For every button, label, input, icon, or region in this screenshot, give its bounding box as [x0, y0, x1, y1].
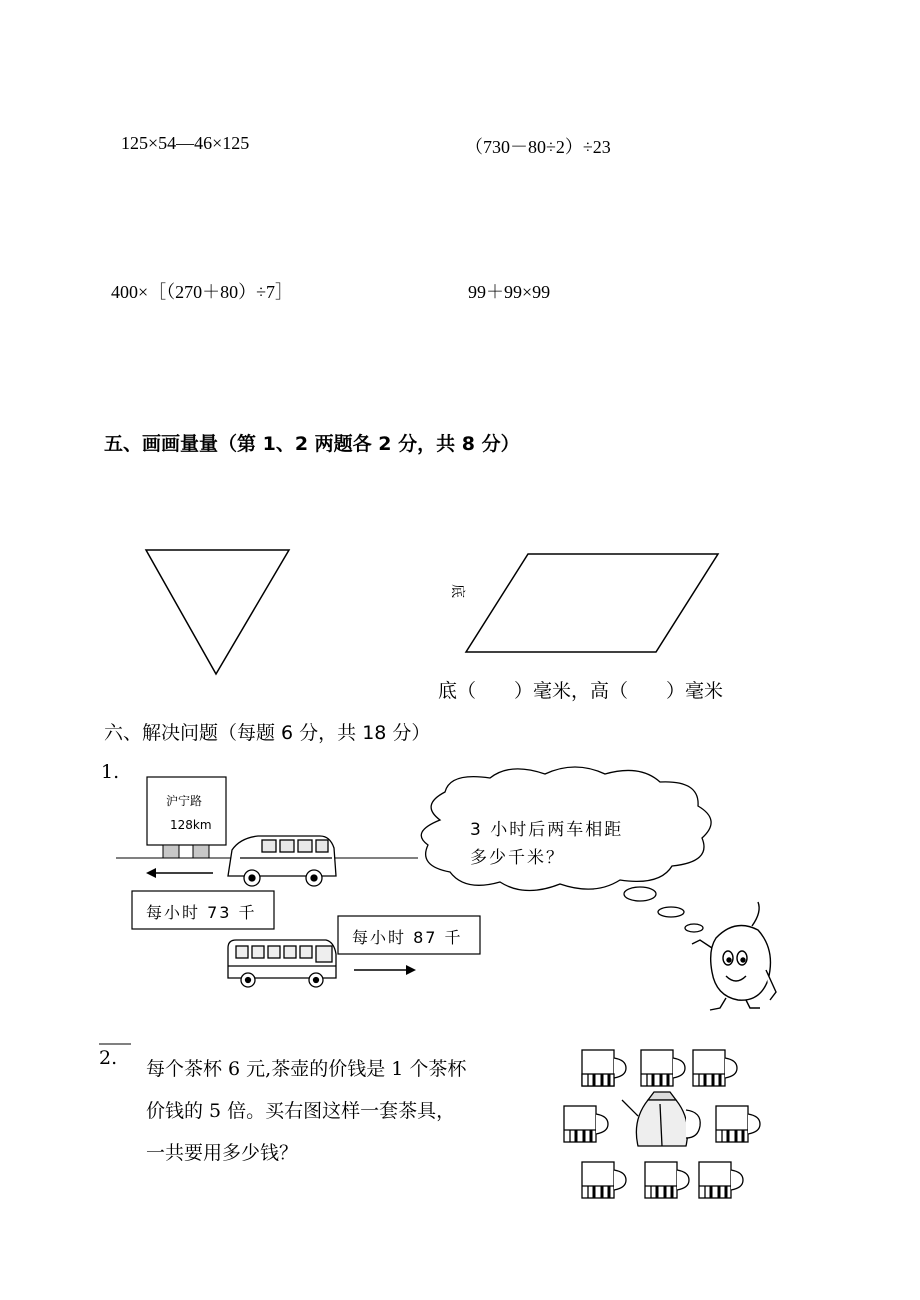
- teacup-icon: [699, 1162, 743, 1198]
- parallelogram-figure: [466, 554, 718, 652]
- thought-text-line-2: 多少千米？: [470, 848, 565, 868]
- thought-text-line-1: 3 小时后两车相距: [470, 820, 624, 840]
- road-sign-name: 沪宁路: [166, 794, 203, 808]
- measurement-answer-line: 底（ ）毫米，高（ ）毫米: [438, 680, 724, 702]
- expression-2: （730－80÷2）÷23: [465, 137, 611, 157]
- teapot-icon: [622, 1092, 700, 1146]
- teacup-icon: [716, 1106, 760, 1142]
- speed-right-label: 每小时 87 千: [352, 928, 463, 947]
- base-mark-label: 底: [449, 584, 465, 598]
- sign-post-left: [163, 845, 179, 858]
- sign-post-right: [193, 845, 209, 858]
- teacup-icon: [641, 1050, 685, 1086]
- triangle-figure: [146, 550, 289, 674]
- expression-1: 125×54—46×125: [121, 133, 250, 153]
- q2-text-line-1: 每个茶杯 6 元,茶壶的价钱是 1 个茶杯: [146, 1058, 467, 1080]
- teacup-icon: [582, 1162, 626, 1198]
- speed-left-label: 每小时 73 千: [146, 903, 257, 922]
- teacup-icon: [582, 1050, 626, 1086]
- teacup-icon: [645, 1162, 689, 1198]
- section-6-heading: 六、解决问题（每题 6 分，共 18 分）: [104, 722, 431, 744]
- bus-icon: [228, 940, 336, 987]
- q2-text-line-3: 一共要用多少钱？: [146, 1142, 299, 1164]
- q1-number: 1.: [101, 761, 120, 783]
- expression-4: 99＋99×99: [468, 282, 551, 302]
- road-sign-distance: 128km: [170, 818, 212, 832]
- teacup-icon: [693, 1050, 737, 1086]
- van-icon: [228, 836, 336, 886]
- teacup-icon: [564, 1106, 608, 1142]
- q2-number: 2.: [99, 1047, 118, 1069]
- q2-text-line-2: 价钱的 5 倍。买右图这样一套茶具，: [146, 1100, 456, 1122]
- thought-cloud: [421, 767, 711, 932]
- road-sign: [147, 777, 226, 845]
- cartoon-character-icon: [692, 902, 776, 1010]
- section-5-heading: 五、画画量量（第 1、2 两题各 2 分，共 8 分）: [104, 433, 520, 455]
- tea-set-figure: [564, 1050, 760, 1198]
- expression-3: 400×［（270＋80）÷7］: [111, 282, 294, 302]
